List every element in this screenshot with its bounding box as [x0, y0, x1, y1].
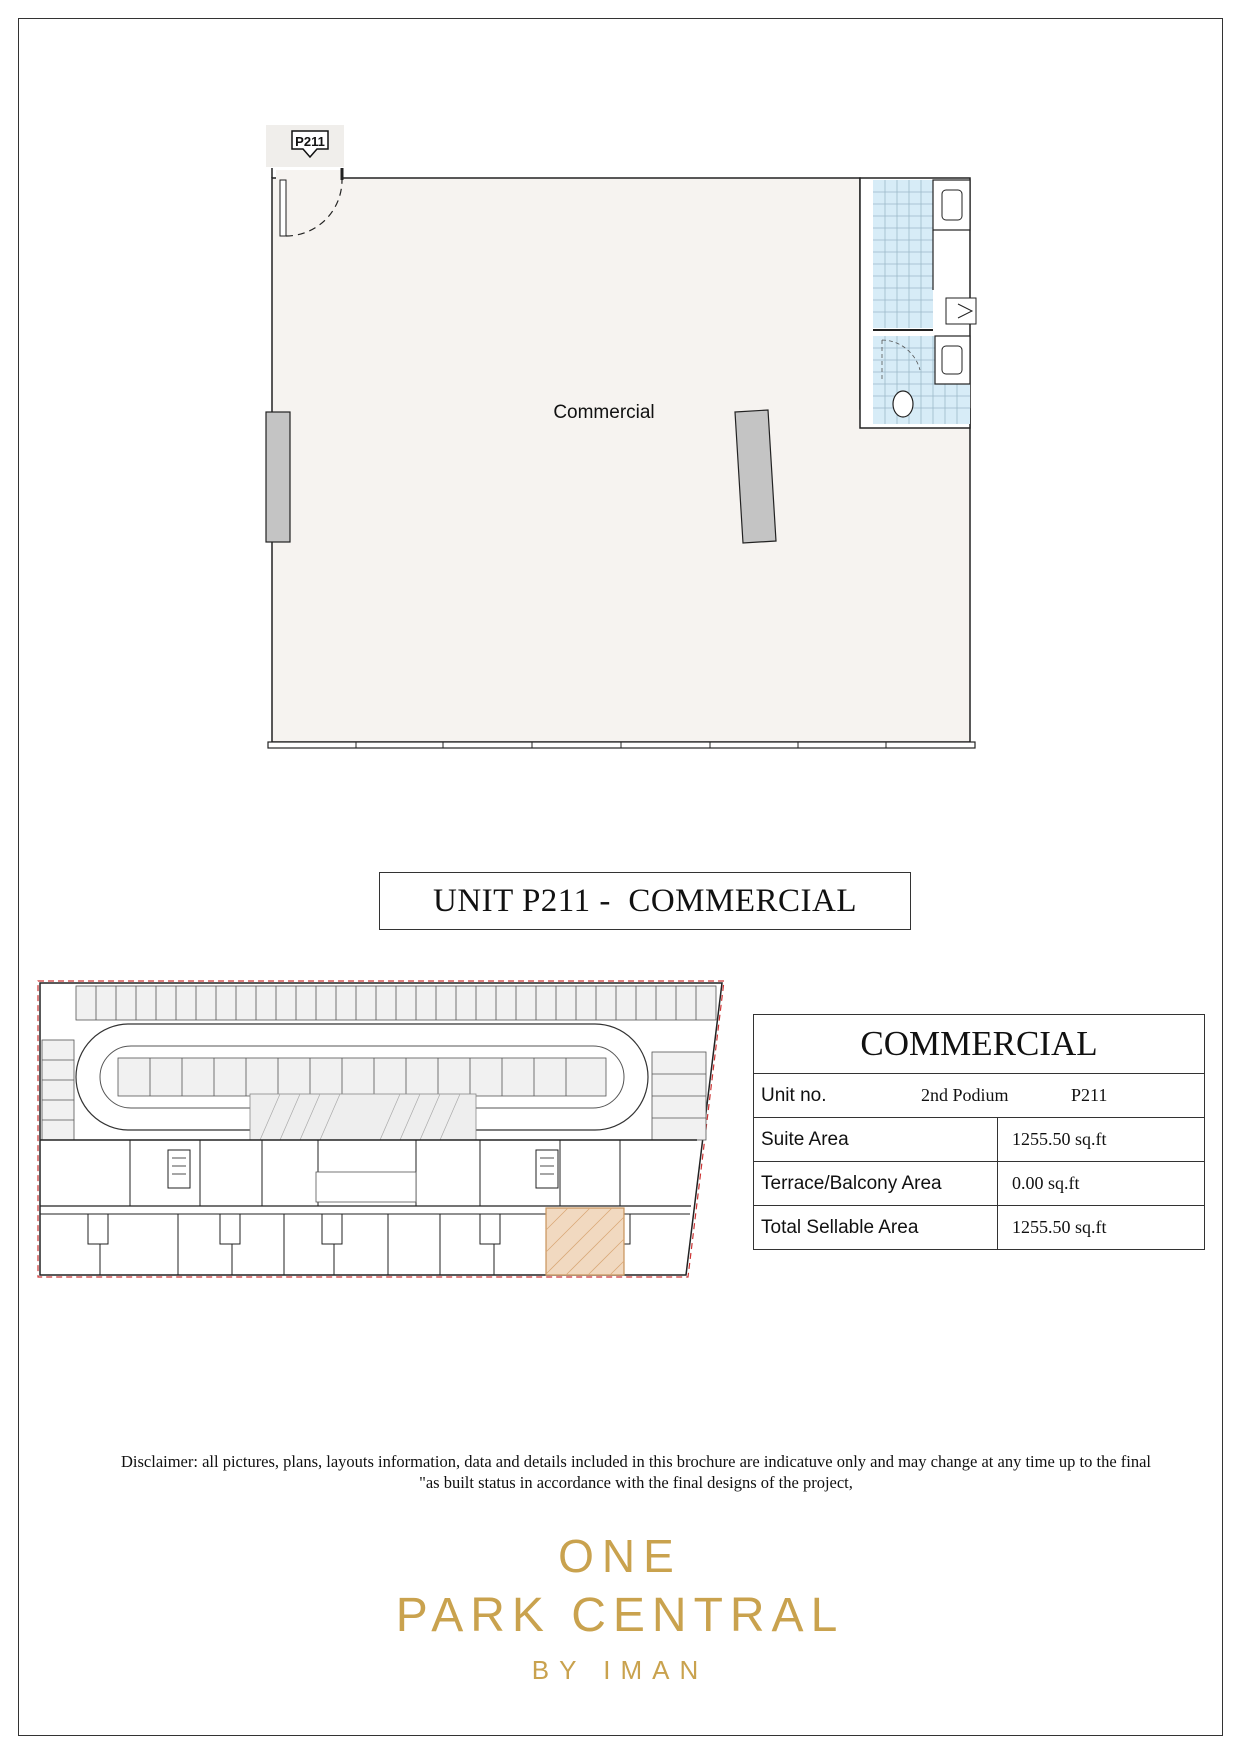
logo-line-2: PARK CENTRAL — [395, 1589, 845, 1642]
ramp-hatch — [250, 1094, 476, 1140]
unit-tag-label: P211 — [295, 134, 325, 149]
brand-logo — [340, 1525, 900, 1686]
logo-line-1: ONE — [558, 1530, 682, 1582]
unit-number-row — [754, 1074, 1205, 1118]
area-schedule-table — [753, 1014, 1205, 1250]
total-area-value: 1255.50 sq.ft — [998, 1206, 1205, 1250]
podium-level: 2nd Podium — [921, 1085, 1009, 1105]
parking-bays-left — [42, 1040, 74, 1140]
suite-area-label: Suite Area — [754, 1118, 998, 1162]
lobby — [316, 1172, 416, 1202]
logo-line-3: BY IMAN — [531, 1655, 709, 1685]
parking-bays-right — [652, 1052, 706, 1140]
column-left — [266, 412, 290, 542]
washroom-tiles-upper — [873, 180, 933, 328]
disclaimer — [60, 1451, 1212, 1493]
key-plan — [34, 976, 729, 1281]
unit-no-label: Unit no. — [761, 1084, 827, 1106]
toilet-icon — [893, 391, 913, 417]
suite-area-value: 1255.50 sq.ft — [998, 1118, 1205, 1162]
unit-floor-plan — [240, 120, 1000, 760]
parking-bays-top — [76, 986, 716, 1020]
table-row — [754, 1118, 1205, 1162]
unit-number: P211 — [1071, 1085, 1108, 1105]
table-row — [754, 1162, 1205, 1206]
terrace-area-label: Terrace/Balcony Area — [754, 1162, 998, 1206]
door-leaf — [280, 180, 286, 236]
disclaimer-line-1: Disclaimer: all pictures, plans, layouts information, data and details included in this brochure are indicatuve only and may change at any time up to the final — [120, 1452, 1152, 1471]
table-row — [754, 1206, 1205, 1250]
total-area-label: Total Sellable Area — [754, 1206, 998, 1250]
unit-title: UNIT P211 - COMMERCIAL — [379, 872, 911, 930]
parking-bays-center — [118, 1058, 606, 1096]
disclaimer-line-2: "as built status in accordance with the final designs of the project, — [419, 1473, 853, 1492]
table-heading: COMMERCIAL — [754, 1015, 1205, 1074]
basin-lower-icon — [942, 346, 962, 374]
basin-upper-icon — [942, 190, 962, 220]
terrace-area-value: 0.00 sq.ft — [998, 1162, 1205, 1206]
room-label: Commercial — [553, 402, 655, 423]
